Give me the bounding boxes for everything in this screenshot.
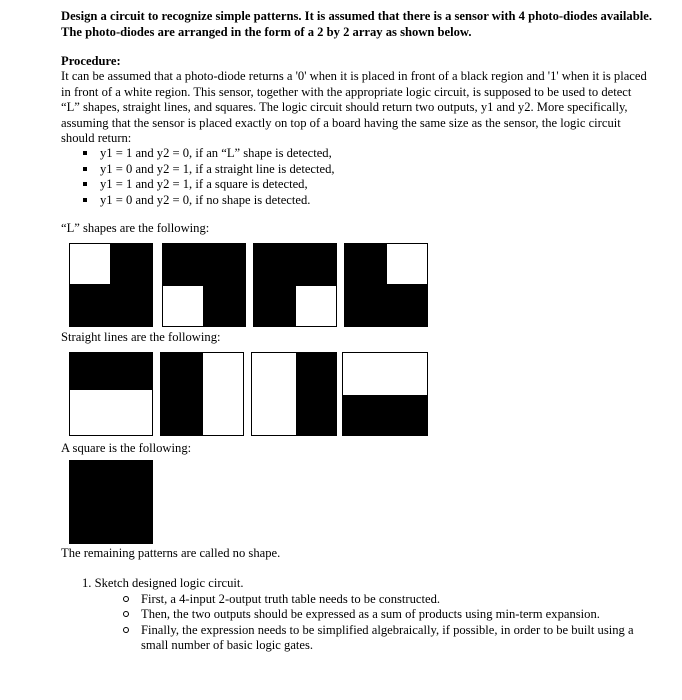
white-cell [69, 243, 111, 285]
l-shape-pattern-3 [253, 243, 337, 327]
procedure-text: It can be assumed that a photo-diode returns a '0' when it is placed in front of a black region and '1' when it is placed in front of a white region. This sensor, together with the appropriate logic circuit, is supposed to be used to detect “L” shapes, straight lines, and squares. The logic circuit should return two outputs, y1 and y2. More specifically, assuming that the sensor is placed exactly on top of a board having the same size as the sensor, the logic circuit should return: [61, 69, 647, 145]
output-rule-no-shape: y1 = 0 and y2 = 0, if no shape is detected. [82, 193, 335, 209]
straight-line-pattern-1 [69, 352, 153, 436]
l-shapes-caption: “L” shapes are the following: [61, 221, 210, 235]
white-cell [386, 243, 428, 285]
straight-line-pattern-2 [160, 352, 244, 436]
output-rules-list [82, 146, 335, 208]
straight-line-pattern-3 [251, 352, 337, 436]
square-caption: A square is the following: [61, 441, 192, 455]
l-shape-pattern-4 [344, 243, 428, 327]
task-list [82, 576, 662, 654]
subtask-truth-table: First, a 4-input 2-output truth table needs to be constructed. [82, 592, 662, 608]
output-rule-square: y1 = 1 and y2 = 1, if a square is detected, [82, 177, 335, 193]
subtask-simplify: Finally, the expression needs to be simplified algebraically, if possible, in order to be built using a small number of basic logic gates. [82, 623, 662, 654]
l-shape-pattern-1 [69, 243, 153, 327]
subtask-min-term: Then, the two outputs should be expressed as a sum of products using min-term expansion. [82, 607, 662, 623]
output-rule-l-shape: y1 = 1 and y2 = 0, if an “L” shape is detected, [82, 146, 335, 162]
output-rule-straight-line: y1 = 0 and y2 = 1, if a straight line is detected, [82, 162, 335, 178]
white-half [342, 352, 428, 396]
procedure-heading: Procedure: [61, 54, 121, 68]
problem-title: Design a circuit to recognize simple patterns. It is assumed that there is a sensor with 4 photo-diodes available. The photo-diodes are arranged in the form of a 2 by 2 array as shown below. [61, 9, 652, 39]
white-cell [162, 285, 204, 327]
white-half [202, 352, 244, 436]
l-shape-pattern-2 [162, 243, 246, 327]
remaining-patterns-text: The remaining patterns are called no shape. [61, 546, 281, 560]
white-half [251, 352, 297, 436]
straight-line-pattern-4 [342, 352, 428, 436]
straight-lines-caption: Straight lines are the following: [61, 330, 221, 344]
square-pattern [69, 460, 153, 544]
white-half [69, 389, 153, 436]
task-1: 1. Sketch designed logic circuit. [82, 576, 244, 590]
white-cell [295, 285, 337, 327]
